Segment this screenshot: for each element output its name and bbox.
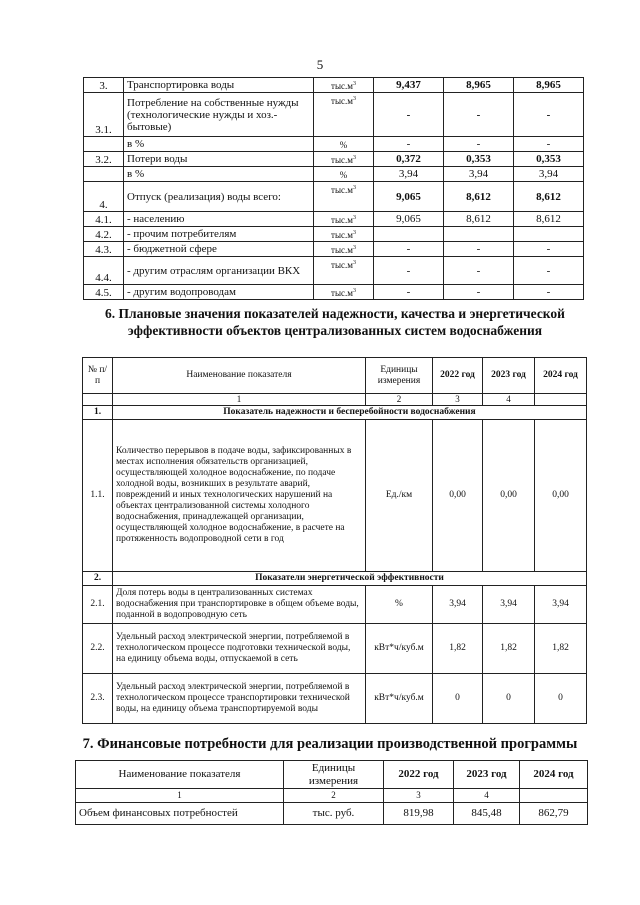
value-2023: - [444,93,514,137]
unit-superscript: 3 [352,215,356,221]
value-2024: 8,612 [514,212,584,227]
value-2023: 0,353 [444,152,514,167]
unit-text: тыс.м [331,245,353,255]
value-2022: 1,82 [433,624,483,674]
header-2022: 2022 год [433,358,483,394]
index-cell: 4 [483,394,535,406]
value-2024: 8,965 [514,78,584,93]
row-unit: % [366,586,433,624]
value-2022: 3,94 [374,167,444,182]
row-num: 4.3. [84,242,124,257]
row-name: - бюджетной сфере [124,242,314,257]
index-row [83,394,587,406]
unit-superscript: 3 [352,155,356,161]
table-row [84,93,584,137]
value-2022: 9,065 [374,212,444,227]
row-unit [314,212,374,227]
row-name: Удельный расход электрической энергии, потребляемой в технологическом процессе подготовки технической воды, на единицу объема воды, отпускаемой в сеть [113,624,366,674]
header-name: Наименование показателя [76,761,284,789]
financial-needs-table [75,760,588,825]
row-name: Удельный расход электрической энергии, потребляемой в технологическом процессе транспортировки технической воды, на единицу объема транспортируемой воды [113,674,366,724]
table-row [84,285,584,300]
table-row [84,137,584,152]
unit-text: тыс.м [331,155,353,165]
value-2023 [444,227,514,242]
row-unit [314,137,374,152]
value-2022: 9,065 [374,182,444,212]
header-unit: Единицы измерения [366,358,433,394]
value-2022: - [374,93,444,137]
row-name: Количество перерывов в подаче воды, зафиксированных в местах исполнения обязательств организацией, осуществляющей холодное водоснабжение, по подаче холодной воды, возникших в результате аварий, повреждений и иных технологических нарушений на объектах централизованной системы холодного водоснабжения, принадлежащей организации, осуществляющей холодное водоснабжение, в расчете на протяженность водопроводной сети в год [113,420,366,572]
row-unit [314,93,374,137]
table-row [84,242,584,257]
row-num: 3.1. [84,93,124,137]
unit-text: тыс.м [331,230,353,240]
row-num: 3.2. [84,152,124,167]
row-unit [314,227,374,242]
value-2022: - [374,137,444,152]
row-num: 4.5. [84,285,124,300]
row-name: Доля потерь воды в централизованных системах водоснабжения при транспортировке в общем объеме воды, поданной в водопроводную сеть [113,586,366,624]
index-cell: 1 [113,394,366,406]
value-2022: 9,437 [374,78,444,93]
table-row [84,212,584,227]
value-2024: 3,94 [514,167,584,182]
section-6-title: 6. Плановые значения показателей надежности, качества и энергетической эффективности объектов централизованных систем водоснабжения [105,306,565,338]
row-num: 4.2. [84,227,124,242]
table-row [83,624,587,674]
table-row [84,182,584,212]
unit-superscript: 3 [352,260,356,266]
row-name: Объем финансовых потребностей [76,803,284,825]
header-unit: Единицы измерения [284,761,384,789]
unit-text: тыс.м [331,185,353,195]
table-row [84,167,584,182]
row-num [84,167,124,182]
table-row [84,257,584,285]
row-name: Потери воды [124,152,314,167]
value-2023: - [444,257,514,285]
value-2023: 8,965 [444,78,514,93]
value-2024: 0,00 [535,420,587,572]
row-name: в % [124,137,314,152]
group-num: 1. [83,406,113,420]
row-name: в % [124,167,314,182]
value-2023: 3,94 [483,586,535,624]
row-unit [314,152,374,167]
group-header-row [83,572,587,586]
section-7-title: 7. Финансовые потребности для реализации производственной программы [82,736,578,752]
unit-superscript: 3 [352,288,356,294]
value-2024: - [514,242,584,257]
water-balance-table [83,77,584,300]
row-unit [314,182,374,212]
value-2022: 0,00 [433,420,483,572]
row-name: Транспортировка воды [124,78,314,93]
row-name: Потребление на собственные нужды (технологические нужды и хоз.-бытовые) [124,93,314,137]
row-unit: кВт*ч/куб.м [366,674,433,724]
table-row [83,586,587,624]
value-2023: 8,612 [444,182,514,212]
index-row [76,789,588,803]
table-row [84,152,584,167]
row-unit: тыс. руб. [284,803,384,825]
value-2022: 3,94 [433,586,483,624]
value-2024: - [514,137,584,152]
row-num: 4.4. [84,257,124,285]
index-cell: 2 [284,789,384,803]
row-unit [314,78,374,93]
unit-superscript: 3 [352,245,356,251]
unit-text: тыс.м [331,215,353,225]
value-2024: 1,82 [535,624,587,674]
unit-text: % [339,140,348,150]
index-cell: 4 [454,789,520,803]
indicators-table [82,357,587,724]
value-2022: - [374,257,444,285]
header-row [76,761,588,789]
row-unit [314,242,374,257]
row-num: 4. [84,182,124,212]
unit-text: тыс.м [331,260,353,270]
value-2022: 0 [433,674,483,724]
row-num: 2.3. [83,674,113,724]
row-num: 2.1. [83,586,113,624]
table-row [83,420,587,572]
header-name: Наименование показателя [113,358,366,394]
unit-superscript: 3 [352,230,356,236]
value-2023: - [444,137,514,152]
group-num: 2. [83,572,113,586]
header-2024: 2024 год [535,358,587,394]
index-cell: 3 [384,789,454,803]
value-2023: - [444,242,514,257]
unit-superscript: 3 [352,185,356,191]
header-2023: 2023 год [454,761,520,789]
unit-text: тыс.м [331,81,353,91]
value-2023: 0,00 [483,420,535,572]
header-row [83,358,587,394]
value-2023: 0 [483,674,535,724]
index-cell: 1 [76,789,284,803]
unit-superscript: 3 [352,81,356,87]
index-cell: 2 [366,394,433,406]
row-name: - населению [124,212,314,227]
value-2022: 0,372 [374,152,444,167]
table-row [84,78,584,93]
page-number: 5 [316,57,324,72]
value-2024: 862,79 [520,803,588,825]
value-2024: - [514,257,584,285]
row-num [84,137,124,152]
group-title: Показатель надежности и бесперебойности водоснабжения [113,406,587,420]
unit-text: % [339,170,348,180]
row-num: 1.1. [83,420,113,572]
value-2024 [514,227,584,242]
row-num: 2.2. [83,624,113,674]
row-num: 3. [84,78,124,93]
header-num: № п/п [83,358,113,394]
value-2024: 8,612 [514,182,584,212]
row-name: - другим водопроводам [124,285,314,300]
table-row [76,803,588,825]
value-2022 [374,227,444,242]
value-2023: 1,82 [483,624,535,674]
row-unit [314,167,374,182]
table-row [83,674,587,724]
value-2023: 8,612 [444,212,514,227]
row-name: Отпуск (реализация) воды всего: [124,182,314,212]
table-row [84,227,584,242]
value-2024: 0 [535,674,587,724]
value-2024: 3,94 [535,586,587,624]
row-unit [314,285,374,300]
unit-text: тыс.м [331,288,353,298]
value-2024: 0,353 [514,152,584,167]
row-name: - прочим потребителям [124,227,314,242]
value-2024: - [514,285,584,300]
value-2023: - [444,285,514,300]
header-2024: 2024 год [520,761,588,789]
row-num: 4.1. [84,212,124,227]
value-2022: - [374,242,444,257]
unit-superscript: 3 [352,96,356,102]
value-2023: 3,94 [444,167,514,182]
row-unit: Ед./км [366,420,433,572]
row-name: - другим отраслям организации ВКХ [124,257,314,285]
header-2022: 2022 год [384,761,454,789]
row-unit [314,257,374,285]
value-2023: 845,48 [454,803,520,825]
row-unit: кВт*ч/куб.м [366,624,433,674]
value-2022: 819,98 [384,803,454,825]
header-2023: 2023 год [483,358,535,394]
index-cell: 3 [433,394,483,406]
value-2022: - [374,285,444,300]
value-2024: - [514,93,584,137]
unit-text: тыс.м [331,96,353,106]
group-title: Показатели энергетической эффективности [113,572,587,586]
group-header-row [83,406,587,420]
